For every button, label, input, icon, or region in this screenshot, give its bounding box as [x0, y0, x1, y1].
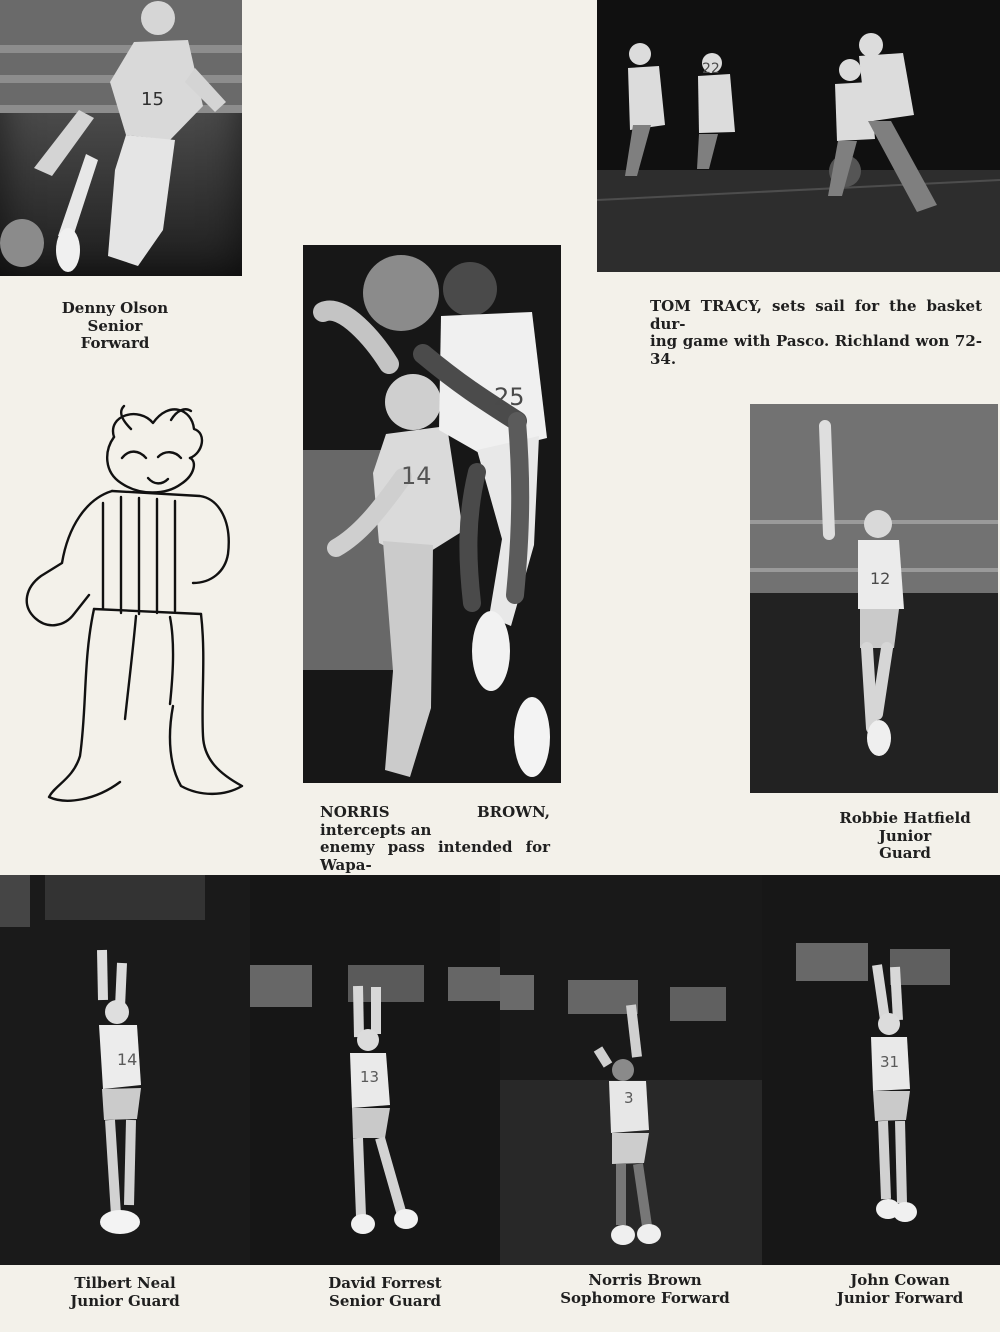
action-scene — [597, 0, 1000, 272]
jersey-number: 3 — [624, 1089, 634, 1107]
caption-norris-brown — [555, 1272, 735, 1307]
player-year: Junior — [878, 826, 932, 845]
jersey-number-front: 25 — [494, 383, 525, 411]
jersey-number: 14 — [117, 1050, 138, 1069]
jersey-number: 13 — [360, 1068, 380, 1086]
player-name: Robbie Hatfield — [839, 809, 971, 827]
caption-line: TOM TRACY, sets sail for the basket dur- — [650, 297, 982, 333]
referee-sketch — [10, 395, 270, 805]
caption-tom-tracy — [650, 298, 982, 368]
caption-line: enemy pass intended for Wapa- — [320, 838, 550, 874]
player-name: David Forrest — [328, 1274, 442, 1292]
player-role: Senior Guard — [329, 1291, 441, 1310]
neal-scene — [0, 875, 250, 1265]
player-year: Senior — [87, 316, 143, 335]
caption-robbie-hatfield — [810, 810, 1000, 863]
forrest-scene — [250, 875, 500, 1265]
jersey-number: 15 — [141, 89, 164, 110]
caption-line: ing game with Pasco. Richland won 72-34. — [650, 332, 982, 368]
cowan-scene — [762, 875, 1000, 1265]
player-position: Guard — [879, 844, 931, 863]
player-role: Junior Forward — [836, 1288, 964, 1307]
photo-john-cowan — [762, 875, 1000, 1265]
caption-denny-olson — [50, 300, 180, 353]
free-throw-scene — [750, 404, 998, 793]
caption-line: NORRIS BROWN, intercepts an — [320, 803, 550, 839]
photo-denny-olson — [0, 0, 242, 276]
player-name: John Cowan — [850, 1271, 950, 1289]
player-illustration — [0, 0, 242, 276]
player-name: Denny Olson — [61, 299, 169, 317]
intercept-scene — [303, 245, 561, 783]
photo-norris-brown-freethrow — [500, 875, 762, 1265]
brown-scene — [500, 875, 762, 1265]
caption-tilbert-neal — [40, 1275, 210, 1310]
jersey-number: 12 — [870, 569, 891, 588]
player-name: Tilbert Neal — [74, 1274, 176, 1292]
player-name: Norris Brown — [588, 1271, 702, 1289]
player-position: Forward — [80, 334, 150, 353]
photo-tilbert-neal — [0, 875, 250, 1265]
player-role: Junior Guard — [70, 1291, 180, 1310]
photo-robbie-hatfield — [750, 404, 998, 793]
jersey-number: 31 — [880, 1053, 900, 1071]
caption-david-forrest — [300, 1275, 470, 1310]
photo-norris-brown-intercept — [303, 245, 561, 783]
jersey-number: 22 — [702, 61, 720, 77]
caption-john-cowan — [820, 1272, 980, 1307]
photo-tom-tracy-action — [597, 0, 1000, 272]
player-role: Sophomore Forward — [560, 1288, 730, 1307]
photo-david-forrest — [250, 875, 500, 1265]
jersey-number-back: 14 — [401, 462, 432, 490]
